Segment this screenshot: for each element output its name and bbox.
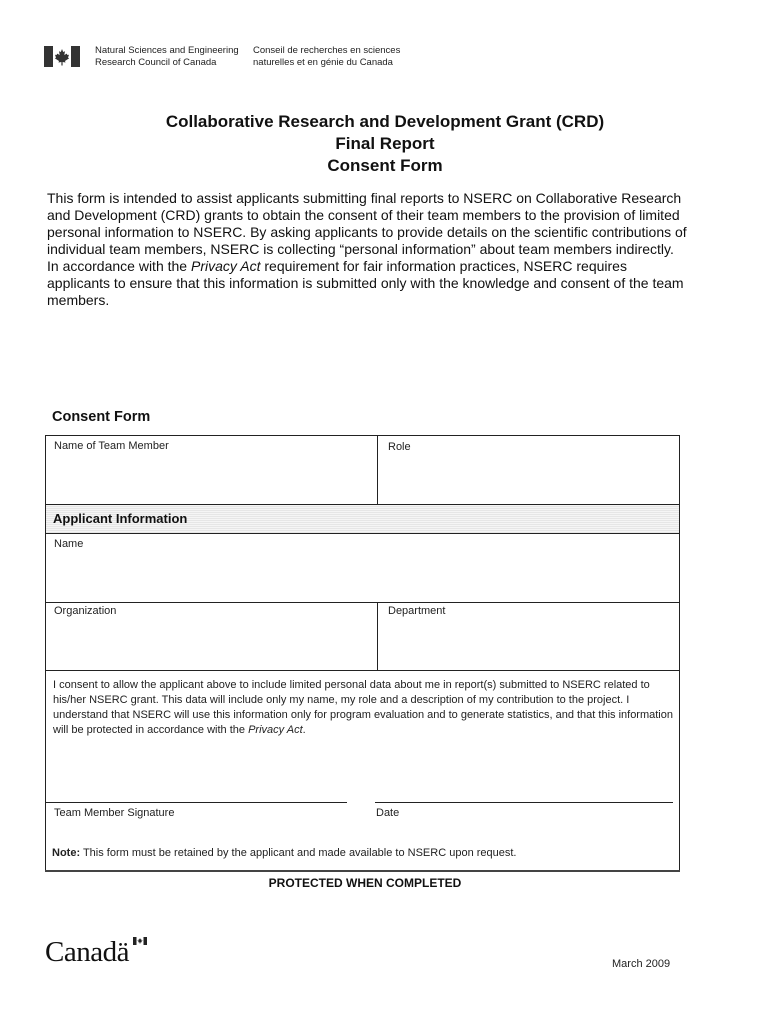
department-field[interactable] xyxy=(379,618,679,670)
privacy-act-italic: Privacy Act xyxy=(190,258,261,274)
canada-flag-icon xyxy=(44,46,80,67)
date-field[interactable] xyxy=(375,746,673,802)
name-label: Name xyxy=(54,538,84,550)
org-name-english: Natural Sciences and Engineering Research Council of Canada xyxy=(95,45,239,68)
signature-field[interactable] xyxy=(47,746,347,802)
department-label: Department xyxy=(388,605,446,617)
intro-paragraph: This form is intended to assist applicants submitting final reports to NSERC on Collaborative Research and Development (CRD) grants to obtain the consent of their team members to the provision of limited personal information to NSERC. By asking applicants to provide details on the scientific contributions of individual team members, NSERC is collecting “personal information” about team members indirectly. In accordance with the Privacy Act requirement for fair information practices, NSERC requires applicants to ensure that this information is submitted only with the knowledge and consent of the team members. xyxy=(47,190,687,308)
form-date: March 2009 xyxy=(612,958,671,970)
title-line-3: Consent Form xyxy=(327,156,443,175)
retention-note: Note: This form must be retained by the applicant and made available to NSERC upon request. xyxy=(52,847,517,859)
canada-wordmark: Canadä xyxy=(45,936,129,968)
role-field[interactable] xyxy=(379,452,679,503)
title-line-2: Final Report xyxy=(335,134,435,153)
page-title xyxy=(0,111,770,177)
role-label: Role xyxy=(388,441,411,453)
title-line-1: Collaborative Research and Development Grant (CRD) xyxy=(165,112,605,131)
signature-label: Team Member Signature xyxy=(54,807,175,819)
organization-field[interactable] xyxy=(47,618,377,670)
consent-form-heading: Consent Form xyxy=(52,409,151,425)
consent-statement: I consent to allow the applicant above to include limited personal data about me in report(s) submitted to NSERC related to his/her NSERC grant. This data will include only my name, my role and a description of my contribution to the project. I understand that NSERC will use this information only for program evaluation and to generate statistics, and that this information will be protected in accordance with the Privacy Act. xyxy=(53,679,673,736)
organization-label: Organization xyxy=(54,605,117,617)
org-name-french: Conseil de recherches en sciences naturelles et en génie du Canada xyxy=(253,45,401,68)
team-member-name-label: Name of Team Member xyxy=(54,440,169,452)
consent-form-table xyxy=(45,435,680,872)
team-member-name-field[interactable] xyxy=(47,452,377,503)
date-label: Date xyxy=(376,807,400,819)
wordmark-flag-icon xyxy=(133,937,147,945)
protected-notice: PROTECTED WHEN COMPLETED xyxy=(268,876,462,890)
applicant-name-field[interactable] xyxy=(47,551,678,601)
applicant-info-title: Applicant Information xyxy=(53,511,188,526)
